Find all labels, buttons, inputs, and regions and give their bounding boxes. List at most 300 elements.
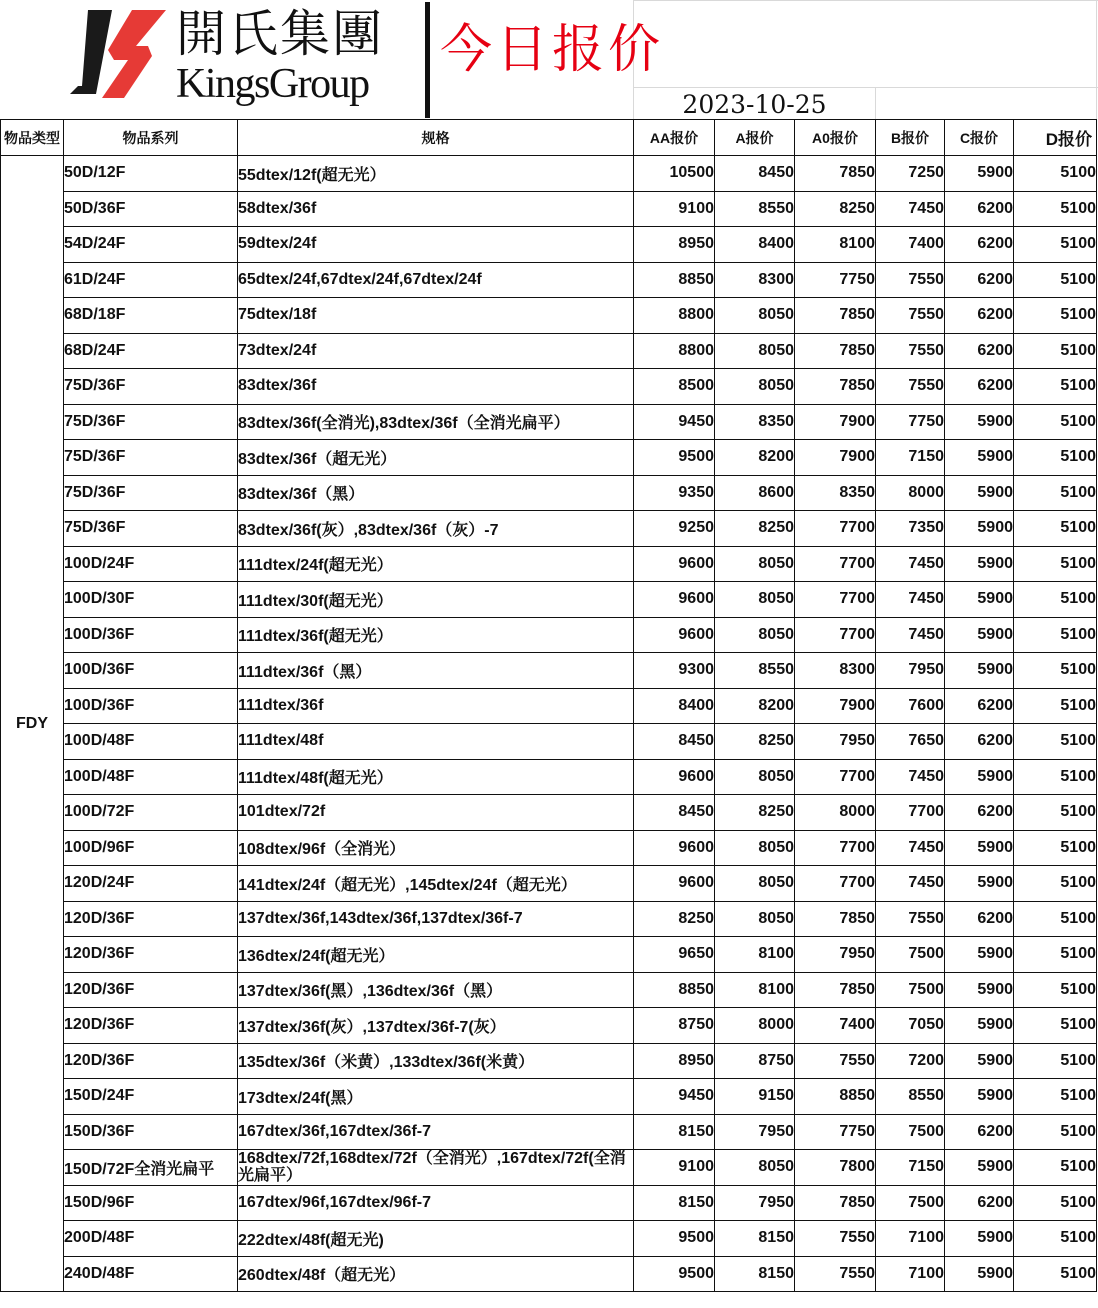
series-cell[interactable]: 100D/96F — [64, 830, 238, 866]
table-row — [1, 937, 1097, 973]
a0-price-cell[interactable]: 7700 — [795, 617, 876, 653]
series-cell[interactable]: 120D/36F — [64, 901, 238, 937]
table-row — [1, 511, 1097, 547]
a-price-cell[interactable]: 8050 — [715, 298, 795, 334]
spec-cell[interactable]: 111dtex/48f(超无光） — [238, 759, 634, 795]
d-price-cell[interactable]: 5100 — [1014, 795, 1097, 831]
c-price-cell[interactable]: 5900 — [945, 759, 1014, 795]
c-price-cell[interactable]: 5900 — [945, 617, 1014, 653]
kings-group-logo-icon — [66, 6, 172, 98]
aa-price-cell[interactable]: 9600 — [634, 617, 715, 653]
b-price-cell[interactable]: 7550 — [876, 901, 945, 937]
c-price-cell[interactable]: 6200 — [945, 227, 1014, 263]
c-price-cell[interactable]: 6200 — [945, 298, 1014, 334]
aa-price-cell[interactable]: 8800 — [634, 333, 715, 369]
b-price-cell[interactable]: 7550 — [876, 369, 945, 405]
c-price-cell[interactable]: 6200 — [945, 901, 1014, 937]
series-cell[interactable]: 120D/36F — [64, 937, 238, 973]
spec-cell[interactable]: 167dtex/96f,167dtex/96f-7 — [238, 1185, 634, 1221]
a0-price-cell[interactable]: 7950 — [795, 724, 876, 760]
table-row — [1, 1114, 1097, 1150]
c-price-cell[interactable]: 5900 — [945, 546, 1014, 582]
d-price-cell[interactable]: 5100 — [1014, 1079, 1097, 1115]
c-price-cell[interactable]: 5900 — [945, 830, 1014, 866]
aa-price-cell[interactable]: 8800 — [634, 298, 715, 334]
a0-price-cell[interactable]: 7850 — [795, 1185, 876, 1221]
a-price-cell[interactable]: 7950 — [715, 1185, 795, 1221]
a-price-cell[interactable]: 8300 — [715, 262, 795, 298]
aa-price-cell[interactable]: 9650 — [634, 937, 715, 973]
series-cell[interactable]: 75D/36F — [64, 369, 238, 405]
column-header-d-price[interactable]: D报价 — [1014, 120, 1097, 156]
aa-price-cell[interactable]: 9100 — [634, 191, 715, 227]
a-price-cell[interactable]: 8550 — [715, 653, 795, 689]
c-price-cell[interactable]: 5900 — [945, 972, 1014, 1008]
a-price-cell[interactable]: 8600 — [715, 475, 795, 511]
table-row — [1, 1185, 1097, 1221]
c-price-cell[interactable]: 5900 — [945, 866, 1014, 902]
table-header-row — [1, 120, 1097, 156]
aa-price-cell[interactable]: 9450 — [634, 404, 715, 440]
a-price-cell[interactable]: 8250 — [715, 724, 795, 760]
series-cell[interactable]: 54D/24F — [64, 227, 238, 263]
a0-price-cell[interactable]: 8000 — [795, 795, 876, 831]
series-cell[interactable]: 75D/36F — [64, 475, 238, 511]
aa-price-cell[interactable]: 8500 — [634, 369, 715, 405]
logo-chinese-name: 開氏集團 — [176, 5, 384, 63]
a0-price-cell[interactable]: 7850 — [795, 901, 876, 937]
series-cell[interactable]: 61D/24F — [64, 262, 238, 298]
b-price-cell[interactable]: 7250 — [876, 156, 945, 192]
series-cell[interactable]: 120D/24F — [64, 866, 238, 902]
c-price-cell[interactable]: 6200 — [945, 1185, 1014, 1221]
b-price-cell[interactable]: 7500 — [876, 1185, 945, 1221]
table-row — [1, 1008, 1097, 1044]
d-price-cell[interactable]: 5100 — [1014, 369, 1097, 405]
series-cell[interactable]: 100D/36F — [64, 617, 238, 653]
series-cell[interactable]: 150D/72F全消光扁平 — [64, 1150, 238, 1186]
column-header-c-price[interactable]: C报价 — [945, 120, 1014, 156]
c-price-cell[interactable]: 6200 — [945, 333, 1014, 369]
spec-cell[interactable]: 83dtex/36f(灰）,83dtex/36f（灰）-7 — [238, 511, 634, 547]
a-price-cell[interactable]: 8250 — [715, 795, 795, 831]
a0-price-cell[interactable]: 7700 — [795, 759, 876, 795]
a-price-cell[interactable]: 8050 — [715, 759, 795, 795]
table-row — [1, 227, 1097, 263]
c-price-cell[interactable]: 6200 — [945, 1114, 1014, 1150]
b-price-cell[interactable]: 7450 — [876, 191, 945, 227]
b-price-cell[interactable]: 7350 — [876, 511, 945, 547]
a-price-cell[interactable]: 8000 — [715, 1008, 795, 1044]
b-price-cell[interactable]: 7200 — [876, 1043, 945, 1079]
a0-price-cell[interactable]: 7950 — [795, 937, 876, 973]
column-header-a0-price[interactable]: A0报价 — [795, 120, 876, 156]
aa-price-cell[interactable]: 9500 — [634, 1256, 715, 1292]
spec-cell[interactable]: 111dtex/36f — [238, 688, 634, 724]
series-cell[interactable]: 50D/12F — [64, 156, 238, 192]
spec-cell[interactable]: 135dtex/36f（米黄）,133dtex/36f(米黄） — [238, 1043, 634, 1079]
c-price-cell[interactable]: 6200 — [945, 688, 1014, 724]
d-price-cell[interactable]: 5100 — [1014, 830, 1097, 866]
aa-price-cell[interactable]: 8150 — [634, 1185, 715, 1221]
d-price-cell[interactable]: 5100 — [1014, 653, 1097, 689]
c-price-cell[interactable]: 5900 — [945, 1150, 1014, 1186]
b-price-cell[interactable]: 7550 — [876, 262, 945, 298]
aa-price-cell[interactable]: 9600 — [634, 830, 715, 866]
spec-cell[interactable]: 222dtex/48f(超无光) — [238, 1221, 634, 1257]
a0-price-cell[interactable]: 7550 — [795, 1256, 876, 1292]
a-price-cell[interactable]: 8150 — [715, 1256, 795, 1292]
spec-cell[interactable]: 137dtex/36f(灰）,137dtex/36f-7(灰） — [238, 1008, 634, 1044]
series-cell[interactable]: 100D/24F — [64, 546, 238, 582]
d-price-cell[interactable]: 5100 — [1014, 1150, 1097, 1186]
column-header-series[interactable]: 物品系列 — [64, 120, 238, 156]
aa-price-cell[interactable]: 8450 — [634, 795, 715, 831]
d-price-cell[interactable]: 5100 — [1014, 688, 1097, 724]
spec-cell[interactable]: 83dtex/36f — [238, 369, 634, 405]
c-price-cell[interactable]: 5900 — [945, 156, 1014, 192]
table-row — [1, 830, 1097, 866]
series-cell[interactable]: 120D/36F — [64, 1043, 238, 1079]
a-price-cell[interactable]: 8050 — [715, 1150, 795, 1186]
a0-price-cell[interactable]: 7900 — [795, 688, 876, 724]
b-price-cell[interactable]: 8000 — [876, 475, 945, 511]
series-cell[interactable]: 68D/18F — [64, 298, 238, 334]
c-price-cell[interactable]: 5900 — [945, 653, 1014, 689]
page-title: 今日报价 — [440, 20, 665, 80]
b-price-cell[interactable]: 7550 — [876, 333, 945, 369]
c-price-cell[interactable]: 5900 — [945, 404, 1014, 440]
b-price-cell[interactable]: 7750 — [876, 404, 945, 440]
aa-price-cell[interactable]: 9350 — [634, 475, 715, 511]
aa-price-cell[interactable]: 9300 — [634, 653, 715, 689]
c-price-cell[interactable]: 5900 — [945, 511, 1014, 547]
a0-price-cell[interactable]: 8850 — [795, 1079, 876, 1115]
a-price-cell[interactable]: 8200 — [715, 440, 795, 476]
b-price-cell[interactable]: 7700 — [876, 795, 945, 831]
column-header-b-price[interactable]: B报价 — [876, 120, 945, 156]
spec-cell[interactable]: 65dtex/24f,67dtex/24f,67dtex/24f — [238, 262, 634, 298]
series-cell[interactable]: 240D/48F — [64, 1256, 238, 1292]
spec-cell[interactable]: 111dtex/36f（黑） — [238, 653, 634, 689]
a-price-cell[interactable]: 8050 — [715, 617, 795, 653]
aa-price-cell[interactable]: 8250 — [634, 901, 715, 937]
table-row — [1, 1079, 1097, 1115]
aa-price-cell[interactable]: 9600 — [634, 759, 715, 795]
b-price-cell[interactable]: 7950 — [876, 653, 945, 689]
spec-cell[interactable]: 101dtex/72f — [238, 795, 634, 831]
spec-cell[interactable]: 168dtex/72f,168dtex/72f（全消光）,167dtex/72f(全消光扁平） — [238, 1150, 634, 1186]
spec-cell[interactable]: 83dtex/36f(全消光),83dtex/36f（全消光扁平） — [238, 404, 634, 440]
aa-price-cell[interactable]: 9450 — [634, 1079, 715, 1115]
d-price-cell[interactable]: 5100 — [1014, 333, 1097, 369]
d-price-cell[interactable]: 5100 — [1014, 156, 1097, 192]
d-price-cell[interactable]: 5100 — [1014, 972, 1097, 1008]
d-price-cell[interactable]: 5100 — [1014, 901, 1097, 937]
a-price-cell[interactable]: 8450 — [715, 156, 795, 192]
series-cell[interactable]: 150D/36F — [64, 1114, 238, 1150]
spec-cell[interactable]: 83dtex/36f（黑） — [238, 475, 634, 511]
series-cell[interactable]: 200D/48F — [64, 1221, 238, 1257]
a0-price-cell[interactable]: 7900 — [795, 440, 876, 476]
aa-price-cell[interactable]: 8450 — [634, 724, 715, 760]
a0-price-cell[interactable]: 7550 — [795, 1221, 876, 1257]
a0-price-cell[interactable]: 8100 — [795, 227, 876, 263]
b-price-cell[interactable]: 7450 — [876, 617, 945, 653]
a0-price-cell[interactable]: 8350 — [795, 475, 876, 511]
a0-price-cell[interactable]: 7700 — [795, 511, 876, 547]
c-price-cell[interactable]: 6200 — [945, 262, 1014, 298]
spec-cell[interactable]: 111dtex/36f(超无光） — [238, 617, 634, 653]
aa-price-cell[interactable]: 9500 — [634, 440, 715, 476]
a0-price-cell[interactable]: 7850 — [795, 333, 876, 369]
a0-price-cell[interactable]: 7850 — [795, 298, 876, 334]
header-divider — [425, 2, 430, 118]
d-price-cell[interactable]: 5100 — [1014, 1008, 1097, 1044]
c-price-cell[interactable]: 5900 — [945, 937, 1014, 973]
aa-price-cell[interactable]: 8400 — [634, 688, 715, 724]
series-cell[interactable]: 150D/96F — [64, 1185, 238, 1221]
a0-price-cell[interactable]: 7700 — [795, 546, 876, 582]
a0-price-cell[interactable]: 8250 — [795, 191, 876, 227]
table-row — [1, 653, 1097, 689]
table-row — [1, 369, 1097, 405]
a-price-cell[interactable]: 8550 — [715, 191, 795, 227]
c-price-cell[interactable]: 5900 — [945, 1079, 1014, 1115]
aa-price-cell[interactable]: 8850 — [634, 972, 715, 1008]
series-cell[interactable]: 100D/48F — [64, 759, 238, 795]
spec-cell[interactable]: 111dtex/48f — [238, 724, 634, 760]
a0-price-cell[interactable]: 7850 — [795, 369, 876, 405]
spec-cell[interactable]: 83dtex/36f（超无光） — [238, 440, 634, 476]
b-price-cell[interactable]: 7150 — [876, 1150, 945, 1186]
table-row — [1, 298, 1097, 334]
product-type-cell[interactable]: FDY — [1, 156, 64, 1292]
a-price-cell[interactable]: 8250 — [715, 511, 795, 547]
table-row — [1, 191, 1097, 227]
series-cell[interactable]: 100D/36F — [64, 653, 238, 689]
aa-price-cell[interactable]: 10500 — [634, 156, 715, 192]
gridline — [875, 87, 876, 120]
a-price-cell[interactable]: 8100 — [715, 972, 795, 1008]
d-price-cell[interactable]: 5100 — [1014, 582, 1097, 618]
spec-cell[interactable]: 58dtex/36f — [238, 191, 634, 227]
spec-cell[interactable]: 108dtex/96f（全消光） — [238, 830, 634, 866]
aa-price-cell[interactable]: 8850 — [634, 262, 715, 298]
series-cell[interactable]: 100D/72F — [64, 795, 238, 831]
c-price-cell[interactable]: 6200 — [945, 191, 1014, 227]
table-row — [1, 901, 1097, 937]
c-price-cell[interactable]: 5900 — [945, 1043, 1014, 1079]
b-price-cell[interactable]: 7500 — [876, 972, 945, 1008]
table-body — [1, 156, 1097, 1292]
spec-cell[interactable]: 136dtex/24f(超无光） — [238, 937, 634, 973]
b-price-cell[interactable]: 8550 — [876, 1079, 945, 1115]
c-price-cell[interactable]: 5900 — [945, 440, 1014, 476]
a-price-cell[interactable]: 8100 — [715, 937, 795, 973]
a-price-cell[interactable]: 8050 — [715, 333, 795, 369]
d-price-cell[interactable]: 5100 — [1014, 1256, 1097, 1292]
c-price-cell[interactable]: 5900 — [945, 475, 1014, 511]
a-price-cell[interactable]: 7950 — [715, 1114, 795, 1150]
aa-price-cell[interactable]: 8150 — [634, 1114, 715, 1150]
logo-red-mark — [102, 10, 166, 98]
a0-price-cell[interactable]: 7750 — [795, 262, 876, 298]
d-price-cell[interactable]: 5100 — [1014, 724, 1097, 760]
b-price-cell[interactable]: 7500 — [876, 937, 945, 973]
a0-price-cell[interactable]: 8300 — [795, 653, 876, 689]
b-price-cell[interactable]: 7550 — [876, 298, 945, 334]
a-price-cell[interactable]: 8050 — [715, 546, 795, 582]
aa-price-cell[interactable]: 9600 — [634, 582, 715, 618]
series-cell[interactable]: 100D/30F — [64, 582, 238, 618]
spec-cell[interactable]: 111dtex/24f(超无光） — [238, 546, 634, 582]
c-price-cell[interactable]: 5900 — [945, 1221, 1014, 1257]
a0-price-cell[interactable]: 7550 — [795, 1043, 876, 1079]
d-price-cell[interactable]: 5100 — [1014, 617, 1097, 653]
d-price-cell[interactable]: 5100 — [1014, 759, 1097, 795]
a-price-cell[interactable]: 8750 — [715, 1043, 795, 1079]
table-row — [1, 156, 1097, 192]
aa-price-cell[interactable]: 8950 — [634, 227, 715, 263]
series-cell[interactable]: 68D/24F — [64, 333, 238, 369]
quote-date: 2023-10-25 — [633, 87, 875, 120]
spec-cell[interactable]: 141dtex/24f（超无光）,145dtex/24f（超无光） — [238, 866, 634, 902]
logo-black-bar — [70, 10, 112, 94]
d-price-cell[interactable]: 5100 — [1014, 475, 1097, 511]
d-price-cell[interactable]: 5100 — [1014, 1221, 1097, 1257]
b-price-cell[interactable]: 7100 — [876, 1221, 945, 1257]
spec-cell[interactable]: 167dtex/36f,167dtex/36f-7 — [238, 1114, 634, 1150]
a-price-cell[interactable]: 8400 — [715, 227, 795, 263]
d-price-cell[interactable]: 5100 — [1014, 1185, 1097, 1221]
spec-cell[interactable]: 59dtex/24f — [238, 227, 634, 263]
b-price-cell[interactable]: 7600 — [876, 688, 945, 724]
d-price-cell[interactable]: 5100 — [1014, 298, 1097, 334]
b-price-cell[interactable]: 7050 — [876, 1008, 945, 1044]
a-price-cell[interactable]: 8050 — [715, 901, 795, 937]
spec-cell[interactable]: 137dtex/36f,143dtex/36f,137dtex/36f-7 — [238, 901, 634, 937]
a-price-cell[interactable]: 8050 — [715, 830, 795, 866]
column-header-a-price[interactable]: A报价 — [715, 120, 795, 156]
aa-price-cell[interactable]: 9250 — [634, 511, 715, 547]
table-row — [1, 475, 1097, 511]
d-price-cell[interactable]: 5100 — [1014, 511, 1097, 547]
spec-cell[interactable]: 73dtex/24f — [238, 333, 634, 369]
price-table — [0, 119, 1097, 1292]
aa-price-cell[interactable]: 9100 — [634, 1150, 715, 1186]
series-cell[interactable]: 100D/48F — [64, 724, 238, 760]
b-price-cell[interactable]: 7650 — [876, 724, 945, 760]
b-price-cell[interactable]: 7450 — [876, 830, 945, 866]
a0-price-cell[interactable]: 7900 — [795, 404, 876, 440]
series-cell[interactable]: 120D/36F — [64, 972, 238, 1008]
a0-price-cell[interactable]: 7700 — [795, 830, 876, 866]
c-price-cell[interactable]: 6200 — [945, 795, 1014, 831]
b-price-cell[interactable]: 7450 — [876, 759, 945, 795]
d-price-cell[interactable]: 5100 — [1014, 866, 1097, 902]
d-price-cell[interactable]: 5100 — [1014, 262, 1097, 298]
aa-price-cell[interactable]: 9600 — [634, 546, 715, 582]
d-price-cell[interactable]: 5100 — [1014, 191, 1097, 227]
c-price-cell[interactable]: 5900 — [945, 582, 1014, 618]
c-price-cell[interactable]: 5900 — [945, 1008, 1014, 1044]
a-price-cell[interactable]: 8150 — [715, 1221, 795, 1257]
a0-price-cell[interactable]: 7750 — [795, 1114, 876, 1150]
aa-price-cell[interactable]: 8950 — [634, 1043, 715, 1079]
column-header-aa-price[interactable]: AA报价 — [634, 120, 715, 156]
series-cell[interactable]: 150D/24F — [64, 1079, 238, 1115]
a0-price-cell[interactable]: 7400 — [795, 1008, 876, 1044]
b-price-cell[interactable]: 7150 — [876, 440, 945, 476]
aa-price-cell[interactable]: 9600 — [634, 866, 715, 902]
a-price-cell[interactable]: 8200 — [715, 688, 795, 724]
series-cell[interactable]: 75D/36F — [64, 404, 238, 440]
series-cell[interactable]: 75D/36F — [64, 511, 238, 547]
a-price-cell[interactable]: 8350 — [715, 404, 795, 440]
a0-price-cell[interactable]: 7850 — [795, 972, 876, 1008]
d-price-cell[interactable]: 5100 — [1014, 404, 1097, 440]
b-price-cell[interactable]: 7400 — [876, 227, 945, 263]
table-row — [1, 617, 1097, 653]
spec-cell[interactable]: 260dtex/48f（超无光） — [238, 1256, 634, 1292]
a0-price-cell[interactable]: 7800 — [795, 1150, 876, 1186]
table-row — [1, 582, 1097, 618]
a-price-cell[interactable]: 8050 — [715, 582, 795, 618]
c-price-cell[interactable]: 6200 — [945, 369, 1014, 405]
a0-price-cell[interactable]: 7700 — [795, 866, 876, 902]
b-price-cell[interactable]: 7450 — [876, 866, 945, 902]
table-row — [1, 1221, 1097, 1257]
table-row — [1, 866, 1097, 902]
a-price-cell[interactable]: 8050 — [715, 369, 795, 405]
b-price-cell[interactable]: 7450 — [876, 546, 945, 582]
spec-cell[interactable]: 173dtex/24f(黑） — [238, 1079, 634, 1115]
d-price-cell[interactable]: 5100 — [1014, 227, 1097, 263]
column-header-type[interactable]: 物品类型 — [1, 120, 64, 156]
a-price-cell[interactable]: 8050 — [715, 866, 795, 902]
spec-cell[interactable]: 111dtex/30f(超无光） — [238, 582, 634, 618]
spec-cell[interactable]: 75dtex/18f — [238, 298, 634, 334]
b-price-cell[interactable]: 7450 — [876, 582, 945, 618]
header — [0, 0, 1098, 120]
a0-price-cell[interactable]: 7850 — [795, 156, 876, 192]
a-price-cell[interactable]: 9150 — [715, 1079, 795, 1115]
series-cell[interactable]: 100D/36F — [64, 688, 238, 724]
aa-price-cell[interactable]: 9500 — [634, 1221, 715, 1257]
c-price-cell[interactable]: 5900 — [945, 1256, 1014, 1292]
b-price-cell[interactable]: 7100 — [876, 1256, 945, 1292]
d-price-cell[interactable]: 5100 — [1014, 937, 1097, 973]
spec-cell[interactable]: 137dtex/36f(黑）,136dtex/36f（黑） — [238, 972, 634, 1008]
series-cell[interactable]: 75D/36F — [64, 440, 238, 476]
d-price-cell[interactable]: 5100 — [1014, 440, 1097, 476]
series-cell[interactable]: 120D/36F — [64, 1008, 238, 1044]
column-header-spec[interactable]: 规格 — [238, 120, 634, 156]
table-row — [1, 759, 1097, 795]
b-price-cell[interactable]: 7500 — [876, 1114, 945, 1150]
table-row — [1, 1256, 1097, 1292]
a0-price-cell[interactable]: 7700 — [795, 582, 876, 618]
spec-cell[interactable]: 55dtex/12f(超无光） — [238, 156, 634, 192]
gridline — [633, 0, 1098, 1]
c-price-cell[interactable]: 6200 — [945, 724, 1014, 760]
aa-price-cell[interactable]: 8750 — [634, 1008, 715, 1044]
series-cell[interactable]: 50D/36F — [64, 191, 238, 227]
d-price-cell[interactable]: 5100 — [1014, 1114, 1097, 1150]
d-price-cell[interactable]: 5100 — [1014, 1043, 1097, 1079]
d-price-cell[interactable]: 5100 — [1014, 546, 1097, 582]
